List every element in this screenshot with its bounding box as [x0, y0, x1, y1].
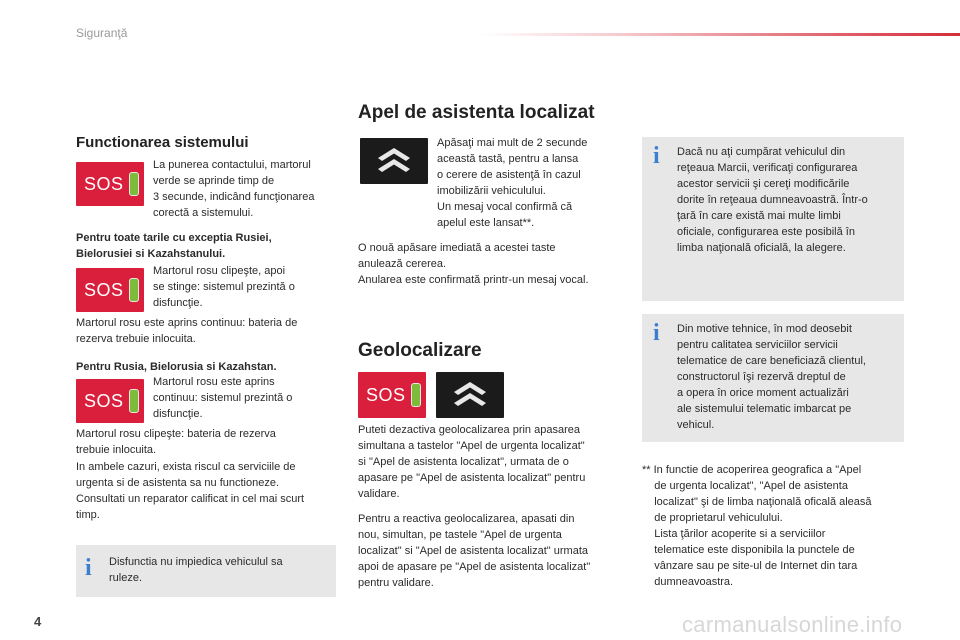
info-text-right-1: Dacă nu aţi cumpărat vehiculul din reţeaua Marcii, verificaţi configurarea acestor servicii şi cereţi modificările dorite în reţeaua dumneavoastră. Într-o ţară în care există mai multe limbi oficiale, configurarea este posibilă în limba naţională oficială, la alegere.	[677, 146, 868, 254]
middle-paragraph-3: Puteti dezactiva geolocalizarea prin apasarea simultana a tastelor "Apel de urgenta localizat" si "Apel de asistenta localizat", urmata de o apasare pe "Apel de asistenta localizat" pentru validare.	[358, 424, 586, 500]
double-chevron-icon	[450, 378, 490, 412]
left-paragraph-2: Martorul rosu clipeşte, apoi se stinge: sistemul prezintă o disfuncţie.	[153, 265, 295, 309]
double-chevron-icon	[374, 144, 414, 178]
info-icon: i	[85, 555, 92, 581]
middle-paragraph-1: Apăsaţi mai mult de 2 secunde această tastă, pentru a lansa o cerere de asistenţă în cazul imobilizării vehiculului. Un mesaj vocal confirmă că apelul este lansat**.	[437, 137, 588, 229]
left-subheading-1: Pentru toate tarile cu exceptia Rusiei, Bielorusiei si Kazahstanului.	[76, 232, 272, 260]
left-paragraph-6: In ambele cazuri, exista riscul ca serviciile de urgenta si de asistenta sa nu functioneze. Consultati un reparator calificat in cel mai scurt timp.	[76, 461, 305, 521]
led-green-icon	[129, 278, 139, 302]
led-green-icon	[129, 389, 139, 413]
sos-label: SOS	[366, 384, 406, 405]
info-icon: i	[653, 143, 660, 169]
middle-section-title: Apel de asistenta localizat	[358, 102, 595, 123]
section-header: Siguranţă	[76, 26, 128, 40]
geolocation-title: Geolocalizare	[358, 340, 482, 361]
header-rule	[480, 33, 960, 36]
left-subheading-2: Pentru Rusia, Bielorusia si Kazahstan.	[76, 361, 277, 373]
info-box-right-2	[642, 314, 904, 442]
sos-label: SOS	[84, 173, 124, 194]
info-box-left	[76, 545, 336, 597]
sos-button-icon	[76, 379, 144, 423]
sos-button-icon	[76, 162, 144, 206]
assistance-chevron-button-icon	[436, 372, 504, 418]
sos-button-icon	[358, 372, 426, 418]
left-section-title: Functionarea sistemului	[76, 134, 249, 151]
watermark: carmanualsonline.info	[682, 612, 903, 637]
footnote: ** In functie de acoperirea geografica a "Apel de urgenta localizat", "Apel de asistenta localizat" şi de limba naţională oficală aleasă de proprietarul vehiculului. Lista ţărilor acoperite si a serviciilor telematice este disponibila la punctele de vânzare sau pe site-ul de Internet din tara dumneavoastra.	[642, 464, 872, 588]
middle-paragraph-2: O nouă apăsare imediată a acestei taste anulează cererea. Anularea este confirmată printr-un mesaj vocal.	[358, 242, 589, 286]
info-text-left: Disfunctia nu impiedica vehiculul sa ruleze.	[109, 556, 283, 584]
info-icon: i	[653, 320, 660, 346]
left-paragraph-3: Martorul rosu este aprins continuu: bateria de rezerva trebuie inlocuita.	[76, 317, 298, 345]
sos-label: SOS	[84, 279, 124, 300]
left-paragraph-4: Martorul rosu este aprins continuu: sistemul prezintă o disfuncţie.	[153, 376, 293, 420]
info-box-right-1	[642, 137, 904, 301]
sos-button-icon	[76, 268, 144, 312]
sos-label: SOS	[84, 390, 124, 411]
info-text-right-2: Din motive tehnice, în mod deosebit pentru calitatea serviciilor servicii telematice de care beneficiază clientul, constructorul îşi rezervă dreptul de a opera în orice moment actualizări ale sistemului telematic imbarcat pe vehicul.	[677, 323, 866, 431]
left-paragraph-1: La punerea contactului, martorul verde se aprinde timp de 3 secunde, indicând funcţionarea corectă a sistemului.	[153, 159, 315, 219]
led-green-icon	[411, 383, 421, 407]
assistance-chevron-button-icon	[360, 138, 428, 184]
page-number: 4	[34, 614, 42, 629]
left-paragraph-5: Martorul rosu clipeşte: bateria de rezerva trebuie inlocuita.	[76, 428, 276, 456]
led-green-icon	[129, 172, 139, 196]
middle-paragraph-4: Pentru a reactiva geolocalizarea, apasati din nou, simultan, pe tastele "Apel de urgenta localizat" si "Apel de asistenta localizat" urmata apoi de apasare pe "Apel de asistenta localizat" pentru validare.	[358, 513, 591, 589]
